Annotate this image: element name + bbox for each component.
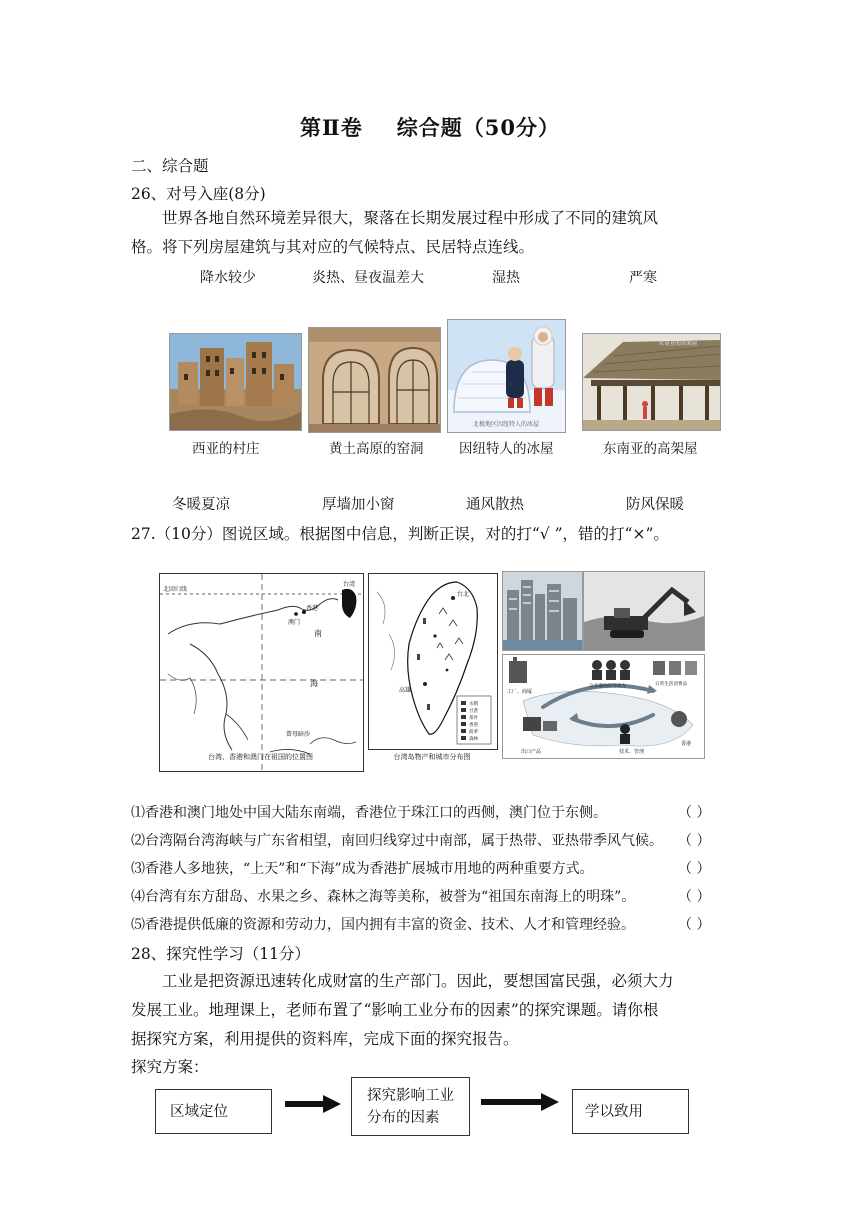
photo-southeast-asia-stilt-house (582, 333, 721, 431)
photo-hong-kong-buildings (502, 571, 583, 651)
q26-heading: 26、对号入座(8分) (131, 185, 266, 203)
map2-legend-4: 菠萝 (469, 730, 479, 735)
flow-box-factors (351, 1077, 470, 1136)
q27-statement-5: ⑸香港提供低廉的资源和劳动力，国内拥有丰富的资金、技术、人才和管理经验。 (131, 917, 635, 933)
q26-paragraph (131, 204, 731, 262)
map2-label-kaohsiung: 高雄 (399, 687, 412, 694)
map1-label-south: 南 (314, 629, 322, 638)
map2-caption: 台湾岛物产和城市分布图 (393, 753, 471, 761)
collage-label-hk: 香港 (681, 741, 692, 747)
collage-label-export: 出口产品 (521, 749, 542, 755)
q28-heading: 28、探究性学习（11分） (131, 945, 310, 963)
flow-box-factors-line1: 探究影响工业 (367, 1087, 454, 1104)
flow-arrow-2 (481, 1091, 559, 1113)
igloo-photo-caption: 北极地区因纽特人的冰屋 (472, 421, 540, 428)
flow-box-region-label: 区域定位 (170, 1103, 228, 1120)
section-title-part: 第Ⅱ卷 (300, 115, 363, 140)
section-header: 二、综合题 (131, 157, 209, 175)
q26-para-line1: 世界各地自然环境差异很大，聚落在长期发展过程中形成了不同的建筑风 (162, 209, 659, 227)
map2-legend-2: 茶叶 (469, 716, 479, 721)
map1-label-hk: 香港 (306, 605, 319, 612)
diagram-hk-mainland-trade (502, 654, 705, 759)
photo-caption-4: 东南亚的高架屋 (603, 441, 698, 457)
collage-label-labor: 众多廉价的劳动力 (589, 684, 626, 689)
climate-label-1: 降水较少 (200, 270, 256, 286)
map1-label-macau: 澳门 (288, 619, 301, 626)
flow-box-factors-line2: 分布的因素 (367, 1109, 440, 1126)
feature-label-1: 冬暖夏凉 (172, 497, 230, 513)
map2-label-taipei: 台北 (457, 591, 470, 598)
climate-label-4: 严寒 (629, 270, 657, 286)
section-title-name: 综合题（50分） (396, 115, 560, 140)
q27-answer-2[interactable]: （ ） (678, 833, 711, 849)
q27-statement-2: ⑵台湾隔台湾海峡与广东省相望，南回归线穿过中南部，属于热带、亚热带季风气候。 (131, 833, 663, 849)
collage-label-tech: 技术、管理 (619, 749, 645, 755)
photo-caption-1: 西亚的村庄 (192, 441, 260, 457)
section-title (0, 112, 860, 142)
q27-statement-1: ⑴香港和澳门地处中国大陆东南端，香港位于珠江口的西侧，澳门位于东侧。 (131, 805, 607, 821)
q28-plan-label: 探究方案： (131, 1058, 209, 1076)
flow-box-apply (572, 1089, 689, 1134)
map1-caption: 台湾、香港和澳门在祖国的位置图 (208, 753, 313, 761)
map2-legend-5: 森林 (469, 737, 479, 742)
photo-caption-2: 黄土高原的窑洞 (329, 441, 424, 457)
map-china-position (159, 573, 364, 772)
feature-label-4: 防风保暖 (626, 497, 684, 513)
stilt-photo-caption: 东南亚的高架屋 (658, 341, 698, 347)
q27-statement-4: ⑷台湾有东方甜岛、水果之乡、森林之海等美称，被誉为“祖国东南海上的明珠”。 (131, 889, 636, 905)
q27-answer-5[interactable]: （ ） (678, 917, 711, 933)
map2-legend-1: 甘蔗 (469, 709, 479, 714)
photo-inuit-igloo (447, 319, 566, 433)
map1-label-spratly: 曾母暗沙 (286, 731, 311, 738)
flow-arrow-1 (285, 1093, 341, 1115)
q27-statement-3: ⑶香港人多地狭，“上天”和“下海”成为香港扩展城市用地的两种重要方式。 (131, 861, 594, 877)
map2-legend-3: 香蕉 (469, 723, 479, 728)
map1-label-sea: 海 (310, 679, 318, 688)
map1-label-tropic: 北回归线 (163, 586, 188, 593)
feature-label-2: 厚墙加小窗 (322, 497, 395, 513)
map1-label-taiwan: 台湾 (343, 581, 356, 588)
q26-para-line2: 格。将下列房屋建筑与其对应的气候特点、民居特点连线。 (131, 238, 535, 256)
q27-answer-1[interactable]: （ ） (678, 805, 711, 821)
q28-para-line3: 据探究方案，利用提供的资料库，完成下面的探究报告。 (131, 1030, 519, 1048)
q27-answer-3[interactable]: （ ） (678, 861, 711, 877)
collage-label-goods: 日常生活消费品 (655, 682, 688, 687)
photo-west-asia-village (169, 333, 302, 431)
photo-loess-cave-dwelling (308, 327, 441, 433)
photo-land-reclamation (583, 571, 705, 651)
q28-para-line2: 发展工业。地理课上，老师布置了“影响工业分布的因素”的探究课题。请你根 (131, 1001, 659, 1019)
q27-answer-4[interactable]: （ ） (678, 889, 711, 905)
climate-label-2: 炎热、昼夜温差大 (312, 270, 424, 286)
feature-label-3: 通风散热 (466, 497, 524, 513)
map2-legend-0: 水稻 (469, 702, 479, 707)
climate-label-3: 湿热 (492, 270, 520, 286)
q28-paragraph (131, 967, 731, 1054)
collage-label-factory: 工厂、商厦 (507, 689, 533, 695)
flow-box-region (155, 1089, 272, 1134)
photo-caption-3: 因纽特人的冰屋 (459, 441, 554, 457)
flow-box-apply-label: 学以致用 (585, 1103, 643, 1120)
q28-para-line1: 工业是把资源迅速转化成财富的生产部门。因此，要想国富民强，必须大力 (162, 972, 674, 990)
map-taiwan-products (368, 573, 498, 750)
q27-heading: 27.（10分）图说区域。根据图中信息，判断正误，对的打“√ ”，错的打“×”。 (131, 525, 669, 543)
